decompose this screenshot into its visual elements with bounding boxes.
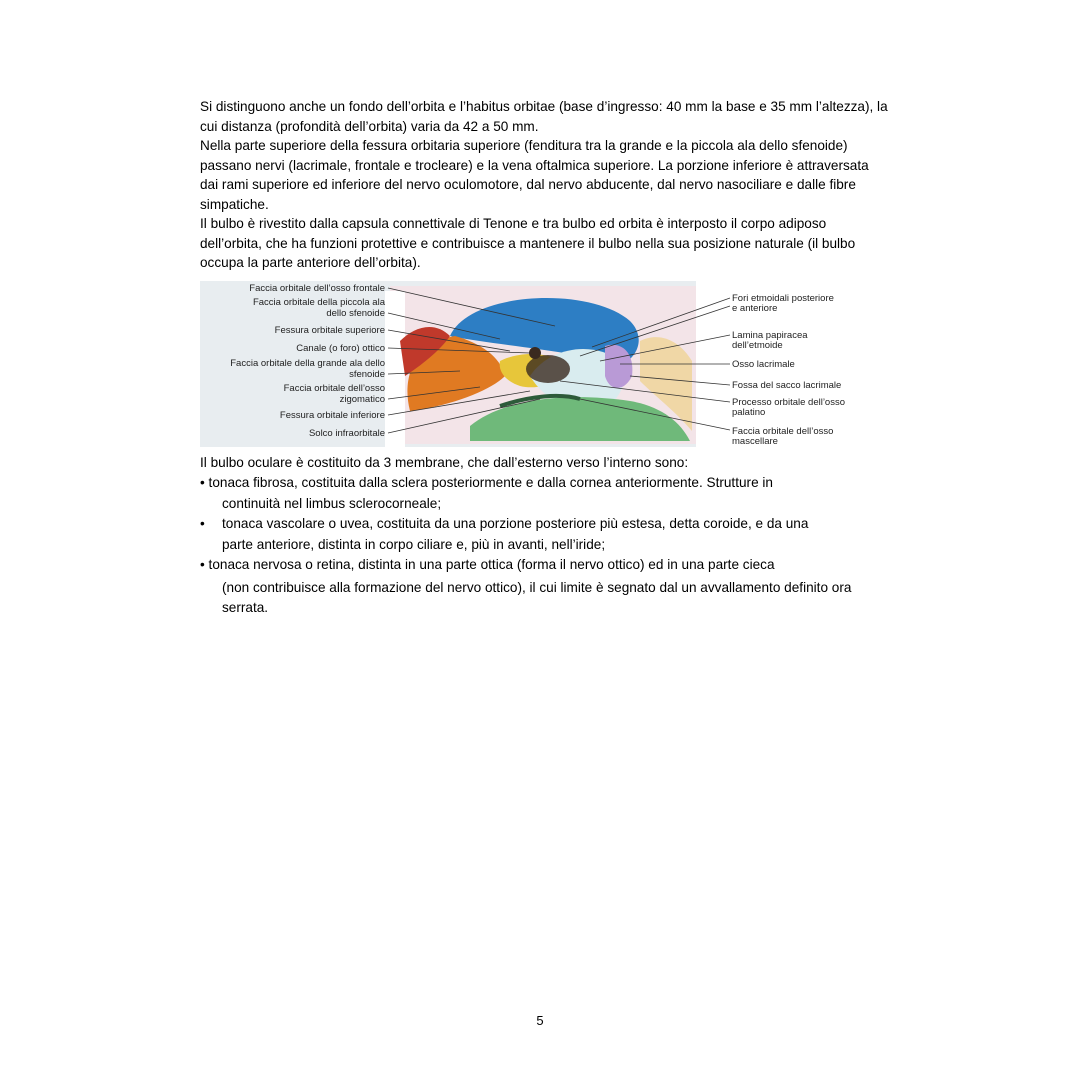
list-item	[200, 473, 880, 514]
list-item	[200, 555, 880, 619]
label-maxillary-2: mascellare	[732, 436, 778, 447]
bullet-icon: •	[200, 557, 205, 572]
label-lamina-papyracea-2: dell’etmoide	[732, 340, 783, 351]
list-item-continuation: continuità nel limbus sclerocorneale;	[222, 495, 442, 511]
superior-fissure-shape	[526, 355, 570, 383]
label-lesser-wing-1: Faccia orbitale della piccola ala	[252, 297, 385, 308]
label-frontal: Faccia orbitale dell’osso frontale	[249, 283, 385, 294]
label-optic-canal: Canale (o foro) ottico	[296, 343, 385, 354]
list-item-continuation: parte anteriore, distinta in corpo ciliare e, più in avanti, nell’iride;	[222, 536, 606, 552]
right-labels	[732, 293, 845, 447]
paragraph-orbit-depth: Si distinguono anche un fondo dell’orbita e l’habitus orbitae (base d’ingresso: 40 mm la base e 35 mm l’altezza), la cui distanza (profondità dell’orbita) varia da 42 a 50 mm.	[200, 99, 888, 134]
optic-canal-shape	[529, 347, 541, 359]
label-greater-wing-1: Faccia orbitale della grande ala dello	[230, 358, 385, 369]
orbit-anatomy-figure	[200, 281, 860, 447]
label-palatine-process-2: palatino	[732, 407, 766, 418]
list-item-line1: tonaca vascolare o uvea, costituita da una porzione posteriore più estesa, detta coroide, e da una	[222, 516, 809, 531]
label-superior-fissure: Fessura orbitale superiore	[274, 325, 385, 336]
label-greater-wing-2: sfenoide	[349, 369, 385, 380]
paragraph-superior-fissure: Nella parte superiore della fessura orbitaria superiore (fenditura tra la grande e la piccola ala dello sfenoide) passano nervi (lacrimale, frontale e trocleare) e la vena oftalmica superiore. La porzione inferiore è attraversata dai rami superiore ed inferiore del nervo oculomotore, dal nervo abducente, dal nervo nasociliare e dalle fibre simpatiche.	[200, 138, 869, 212]
list-item	[200, 514, 880, 555]
label-lamina-papyracea-1: Lamina papiracea	[732, 330, 808, 341]
bullet-line	[200, 514, 880, 535]
list-item-continuation: (non contribuisce alla formazione del nervo ottico), il cui limite è segnato dal un avvallamento definito ora serrata.	[222, 579, 852, 615]
bullet-line	[200, 473, 880, 494]
label-maxillary-1: Faccia orbitale dell’osso	[732, 426, 834, 437]
label-ethmoid-foramina-1: Fori etmoidali posteriore	[732, 293, 834, 304]
page-number: 5	[536, 1013, 544, 1028]
label-inferior-fissure: Fessura orbitale inferiore	[279, 410, 385, 421]
label-ethmoid-foramina-2: e anteriore	[732, 303, 778, 314]
bullet-icon: •	[200, 516, 205, 531]
orbit-illustration	[200, 281, 860, 447]
label-palatine-process-1: Processo orbitale dell’osso	[732, 397, 846, 408]
label-infraorbital-groove: Solco infraorbitale	[308, 428, 385, 439]
label-lesser-wing-2: dello sfenoide	[326, 308, 385, 319]
paragraph-tenon-capsule: Il bulbo è rivestito dalla capsula connettivale di Tenone e tra bulbo ed orbita è interposto il corpo adiposo dell’orbita, che ha funzioni protettive e contribuisce a mantenere il bulbo nella sua posizione naturale (il bulbo occupa la parte anteriore dell’orbita).	[200, 216, 856, 270]
bullet-line	[200, 555, 880, 576]
label-lacrimal-sac-fossa: Fossa del sacco lacrimale	[732, 380, 842, 391]
label-lacrimal-bone: Osso lacrimale	[732, 359, 795, 370]
list-item-line1: tonaca fibrosa, costituita dalla sclera posteriormente e dalla cornea anteriormente. Strutture in	[208, 475, 773, 490]
bullet-icon: •	[200, 475, 205, 490]
label-zygomatic-1: Faccia orbitale dell’osso	[283, 383, 385, 394]
membranes-intro: Il bulbo oculare è costituito da 3 membrane, che dall’esterno verso l’interno sono:	[200, 455, 689, 470]
label-zygomatic-2: zigomatico	[339, 394, 385, 405]
list-item-line1: tonaca nervosa o retina, distinta in una parte ottica (forma il nervo ottico) ed in una parte cieca	[208, 557, 775, 572]
